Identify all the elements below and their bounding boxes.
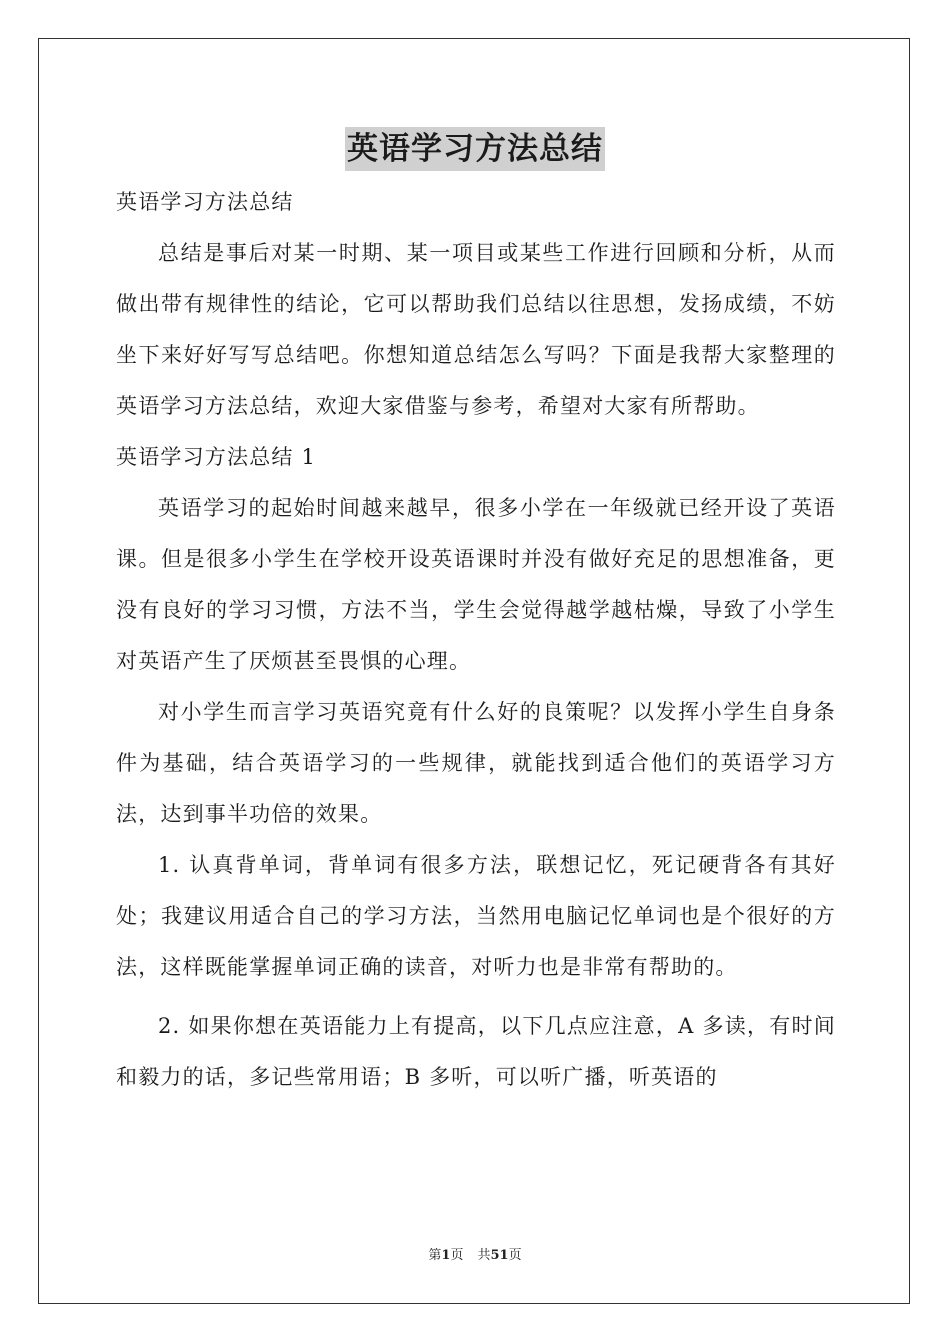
section-heading: 英语学习方法总结 1: [116, 445, 317, 469]
page-suffix: 页: [450, 1248, 464, 1263]
document-title: [0, 126, 950, 171]
page-footer: [0, 1244, 950, 1263]
page-prefix: 第: [428, 1248, 442, 1263]
list-item-1: 1. 认真背单词，背单词有很多方法，联想记忆，死记硬背各有其好处；我建议用适合自己的学习方法，当然用电脑记忆单词也是个很好的方法，这样既能掌握单词正确的读音，对听力也是非常有帮助的。: [116, 853, 836, 979]
document-subtitle: 英语学习方法总结: [116, 190, 294, 214]
intro-paragraph: 总结是事后对某一时期、某一项目或某些工作进行回顾和分析，从而做出带有规律性的结论，它可以帮助我们总结以往思想，发扬成绩，不妨坐下来好好写写总结吧。你想知道总结怎么写吗？下面是我帮大家整理的英语学习方法总结，欢迎大家借鉴与参考，希望对大家有所帮助。: [116, 241, 836, 418]
document-body: [116, 177, 836, 1103]
total-prefix: 共: [477, 1248, 491, 1263]
body-paragraph: 对小学生而言学习英语究竟有什么好的良策呢？以发挥小学生自身条件为基础，结合英语学习的一些规律，就能找到适合他们的英语学习方法，达到事半功倍的效果。: [116, 700, 836, 826]
page-total: 51: [490, 1248, 509, 1263]
document-title-text: 英语学习方法总结: [345, 127, 605, 171]
total-suffix: 页: [508, 1248, 522, 1263]
list-item-2: 2. 如果你想在英语能力上有提高，以下几点应注意，A 多读，有时间和毅力的话，多记些常用语；B 多听，可以听广播，听英语的: [116, 1014, 836, 1089]
body-paragraph: 英语学习的起始时间越来越早，很多小学在一年级就已经开设了英语课。但是很多小学生在学校开设英语课时并没有做好充足的思想准备，更没有良好的学习习惯，方法不当，学生会觉得越学越枯燥，导致了小学生对英语产生了厌烦甚至畏惧的心理。: [116, 496, 836, 673]
page-current: 1: [441, 1248, 451, 1263]
